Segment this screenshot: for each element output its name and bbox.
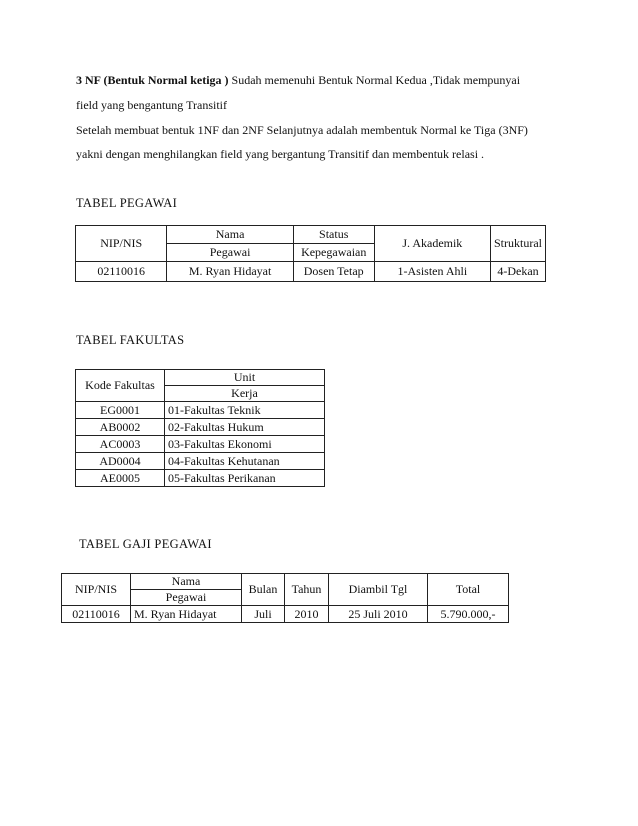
gaji-header-nip: NIP/NIS: [62, 574, 131, 606]
intro-line-4: yakni dengan menghilangkan field yang bergantung Transitif dan membentuk relasi .: [76, 147, 485, 161]
gaji-cell-bulan: Juli: [242, 606, 285, 623]
gaji-header-nama: Nama: [131, 574, 242, 590]
fakultas-cell-kode: AD0004: [76, 453, 165, 470]
pegawai-cell-akademik: 1-Asisten Ahli: [374, 262, 490, 282]
pegawai-table: [75, 225, 546, 282]
fakultas-title: TABEL FAKULTAS: [76, 333, 185, 347]
table-row: [76, 419, 325, 436]
pegawai-cell-nama: M. Ryan Hidayat: [167, 262, 293, 282]
table-row: [76, 436, 325, 453]
gaji-cell-nip: 02110016: [62, 606, 131, 623]
pegawai-header-nama: Nama: [167, 226, 293, 244]
pegawai-cell-status: Dosen Tetap: [293, 262, 374, 282]
fakultas-cell-unit: 03-Fakultas Ekonomi: [165, 436, 325, 453]
gaji-table: [61, 573, 509, 623]
gaji-header-nama-2: Pegawai: [131, 590, 242, 606]
fakultas-table: [75, 369, 325, 487]
intro-heading: 3 NF (Bentuk Normal ketiga ): [76, 73, 229, 87]
table-row: [76, 262, 546, 282]
pegawai-header-akademik: J. Akademik: [374, 226, 490, 262]
fakultas-cell-unit: 01-Fakultas Teknik: [165, 402, 325, 419]
fakultas-cell-kode: EG0001: [76, 402, 165, 419]
pegawai-title: TABEL PEGAWAI: [76, 196, 178, 210]
gaji-cell-tahun: 2010: [285, 606, 329, 623]
gaji-cell-nama: M. Ryan Hidayat: [131, 606, 242, 623]
gaji-cell-total: 5.790.000,-: [428, 606, 509, 623]
fakultas-cell-unit: 04-Fakultas Kehutanan: [165, 453, 325, 470]
pegawai-cell-struktural: 4-Dekan: [491, 262, 546, 282]
table-row: [76, 453, 325, 470]
fakultas-cell-kode: AC0003: [76, 436, 165, 453]
fakultas-header-unit: Unit: [165, 370, 325, 386]
pegawai-header-struktural: Struktural: [491, 226, 546, 262]
intro-line-1-text: Sudah memenuhi Bentuk Normal Kedua ,Tidak mempunyai: [228, 73, 521, 87]
fakultas-cell-unit: 05-Fakultas Perikanan: [165, 470, 325, 487]
intro-line-3: Setelah membuat bentuk 1NF dan 2NF Selanjutnya adalah membentuk Normal ke Tiga (3NF): [76, 123, 528, 137]
pegawai-header-nip: NIP/NIS: [76, 226, 167, 262]
gaji-header-total: Total: [428, 574, 509, 606]
fakultas-header-kode: Kode Fakultas: [76, 370, 165, 402]
table-row: [62, 606, 509, 623]
pegawai-header-nama-2: Pegawai: [167, 244, 293, 262]
pegawai-header-status: Status: [293, 226, 374, 244]
gaji-header-bulan: Bulan: [242, 574, 285, 606]
table-row: [76, 402, 325, 419]
fakultas-cell-unit: 02-Fakultas Hukum: [165, 419, 325, 436]
fakultas-header-unit-2: Kerja: [165, 386, 325, 402]
gaji-header-diambil: Diambil Tgl: [329, 574, 428, 606]
intro-line-1: [76, 72, 520, 88]
gaji-header-tahun: Tahun: [285, 574, 329, 606]
intro-line-2: field yang bengantung Transitif: [76, 98, 227, 112]
gaji-title: TABEL GAJI PEGAWAI: [79, 537, 212, 551]
fakultas-cell-kode: AE0005: [76, 470, 165, 487]
pegawai-cell-nip: 02110016: [76, 262, 167, 282]
pegawai-header-status-2: Kepegawaian: [293, 244, 374, 262]
gaji-cell-diambil: 25 Juli 2010: [329, 606, 428, 623]
fakultas-cell-kode: AB0002: [76, 419, 165, 436]
table-row: [76, 470, 325, 487]
